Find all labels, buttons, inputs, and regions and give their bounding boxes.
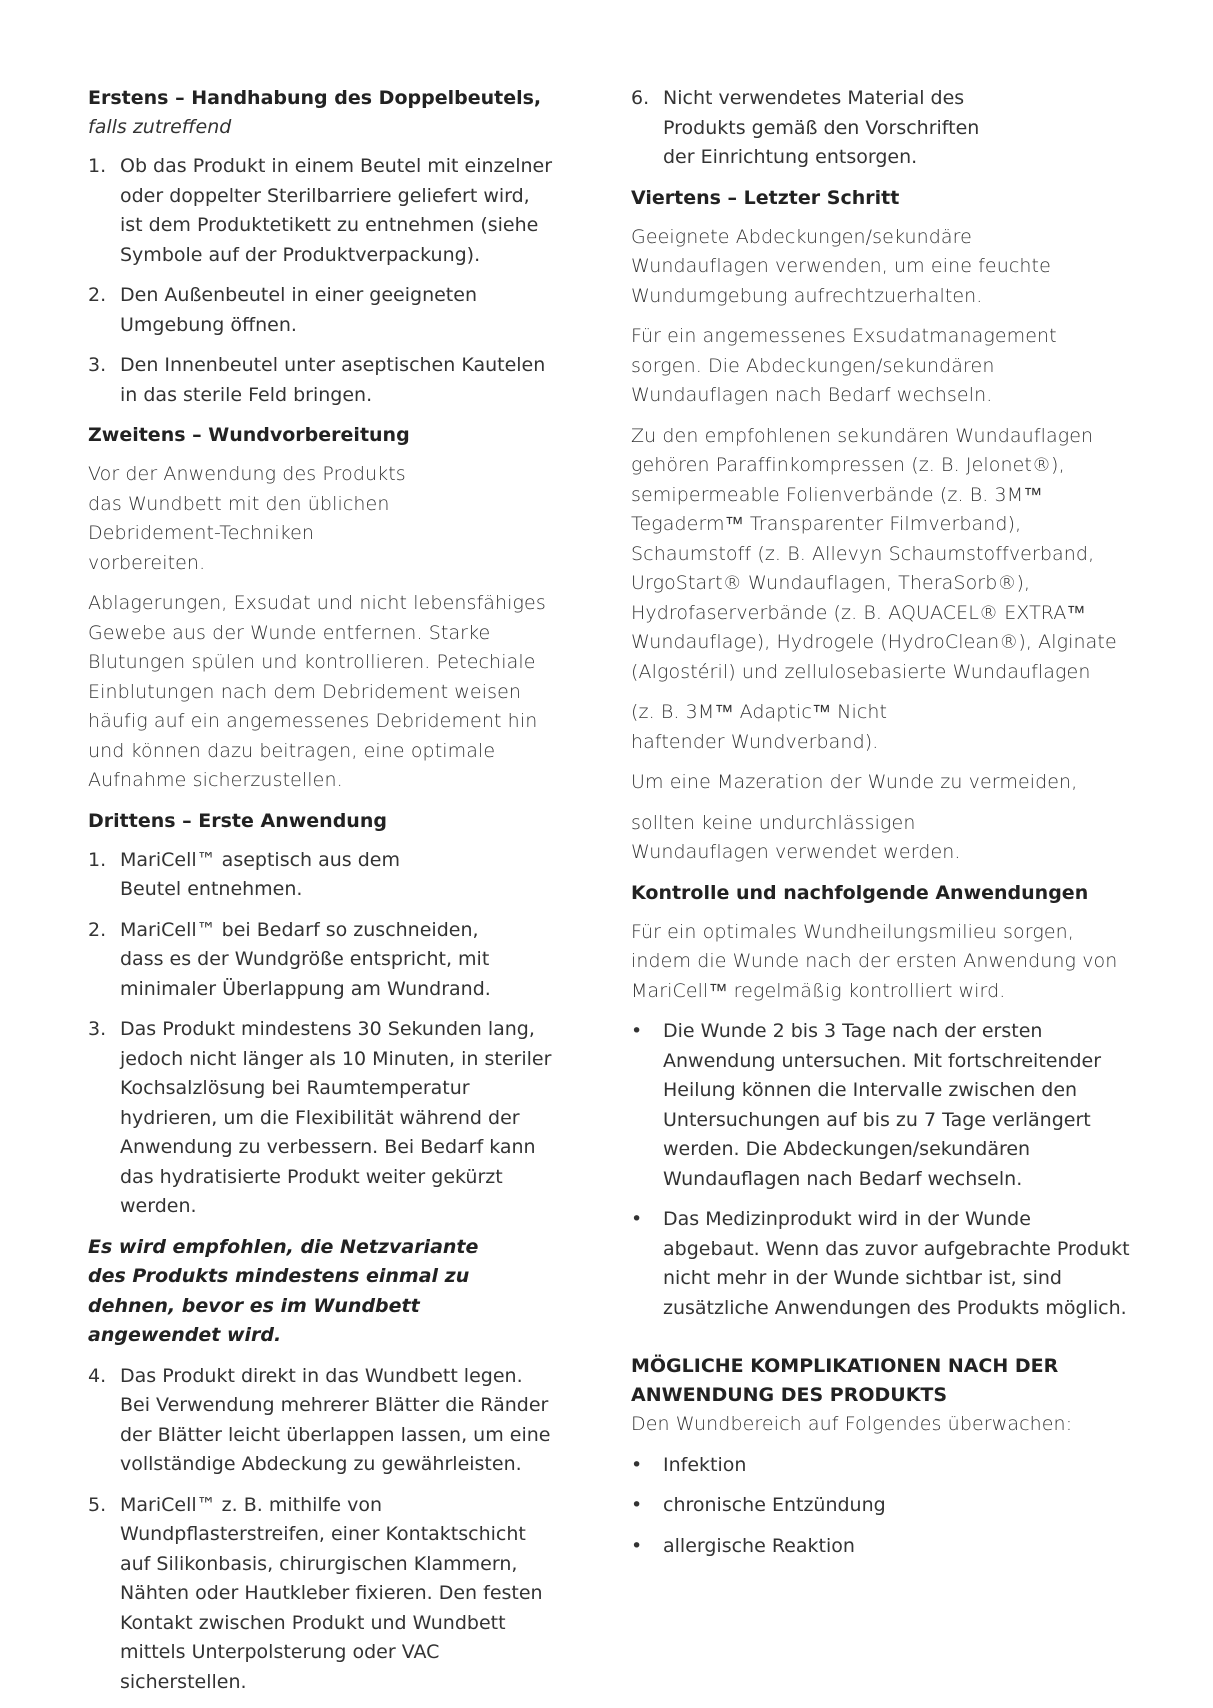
- list-number: 6.: [631, 87, 650, 109]
- list-text: Infektion: [663, 1453, 747, 1476]
- list-text: chronische Entzündung: [663, 1494, 886, 1516]
- paragraph: sollten keine undurchlässigen Wundauflagen verwendet werden.: [631, 811, 961, 863]
- numbered-list-drittens-end: [631, 84, 1131, 173]
- paragraph: (z. B. 3M™ Adaptic™ Nicht haftender Wundverband).: [631, 701, 888, 753]
- list-text: MariCell™ aseptisch aus dem Beutel entnehmen.: [120, 848, 401, 900]
- list-text: MariCell™ bei Bedarf so zuschneiden, dass es der Wundgröße entspricht, mit minimaler Überlappung am Wundrand.: [120, 918, 491, 1000]
- list-item: [88, 916, 558, 1005]
- paragraph: Vor der Anwendung des Produkts das Wundbett mit den üblichen Debridement-Techniken vorbereiten.: [88, 463, 406, 574]
- section-heading-kontrolle: Kontrolle und nachfolgende Anwendungen: [631, 881, 1089, 904]
- list-number: 3.: [88, 354, 107, 376]
- section-heading-erstens: [88, 84, 558, 142]
- list-item: [88, 152, 558, 270]
- list-number: 1.: [88, 155, 107, 177]
- paragraph: Für ein angemessenes Exsudatmanagement sorgen. Die Abdeckungen/sekundären Wundauflagen nach Bedarf wechseln.: [631, 325, 1057, 406]
- bullet-icon: •: [631, 1453, 643, 1476]
- list-item: [631, 1451, 1131, 1481]
- bullet-icon: •: [631, 1494, 643, 1516]
- left-column: [88, 84, 558, 1708]
- list-text: Das Medizinprodukt wird in der Wunde abgebaut. Wenn das zuvor aufgebrachte Produkt nicht mehr in der Wunde sichtbar ist, sind zusätzliche Anwendungen des Produkts möglich.: [663, 1208, 1130, 1319]
- paragraph: Geeignete Abdeckungen/sekundäre Wundauflagen verwenden, um eine feuchte Wundumgebung aufrechtzuerhalten.: [631, 225, 1051, 307]
- list-item: [631, 1532, 1131, 1562]
- list-text: Den Innenbeutel unter aseptischen Kautelen in das sterile Feld bringen.: [120, 354, 546, 406]
- list-number: 1.: [88, 848, 107, 871]
- heading-italic: falls zutreffend: [88, 116, 232, 138]
- list-item: [88, 281, 558, 340]
- list-text: MariCell™ z. B. mithilfe von Wundpflasterstreifen, einer Kontaktschicht auf Silikonbasis, chirurgischen Klammern, Nähten oder Hautkleber fixieren. Den festen Kontakt zwischen Produkt und Wundbett mittels Unterpolsterung oder VAC sicherstellen.: [120, 1493, 543, 1693]
- right-column: [631, 84, 1131, 1572]
- section-heading-drittens: Drittens – Erste Anwendung: [88, 809, 387, 832]
- bullet-icon: •: [631, 1208, 643, 1230]
- list-item: [631, 1017, 1131, 1194]
- list-number: 4.: [88, 1364, 107, 1387]
- section-heading-komplikationen: MÖGLICHE KOMPLIKATIONEN NACH DER ANWENDUNG DES PRODUKTS: [631, 1355, 1059, 1406]
- numbered-list-erstens: [88, 152, 558, 410]
- section-heading-viertens: Viertens – Letzter Schritt: [631, 186, 900, 209]
- list-item: [631, 1491, 1131, 1521]
- list-item: [88, 1015, 558, 1222]
- bullet-icon: •: [631, 1020, 643, 1042]
- list-item: [631, 84, 1131, 173]
- recommendation-note: Es wird empfohlen, die Netzvariante des Produkts mindestens einmal zu dehnen, bevor es im Wundbett angewendet wird.: [88, 1235, 479, 1346]
- section-heading-zweitens: Zweitens – Wundvorbereitung: [88, 424, 410, 446]
- list-item: [88, 1491, 558, 1698]
- list-text: Ob das Produkt in einem Beutel mit einzelner oder doppelter Sterilbarriere geliefert wird, ist dem Produktetikett zu entnehmen (siehe Symbole auf der Produktverpackung).: [120, 155, 553, 266]
- list-item: [631, 1205, 1131, 1323]
- list-text: Nicht verwendetes Material des Produkts gemäß den Vorschriften der Einrichtung entsorgen.: [663, 87, 980, 168]
- paragraph: Den Wundbereich auf Folgendes überwachen:: [631, 1413, 1073, 1435]
- paragraph: Um eine Mazeration der Wunde zu vermeiden,: [631, 771, 1078, 793]
- list-number: 5.: [88, 1493, 107, 1516]
- list-text: Den Außenbeutel in einer geeigneten Umgebung öffnen.: [120, 284, 477, 336]
- numbered-list-drittens-continued: [88, 1362, 558, 1698]
- paragraph: Für ein optimales Wundheilungsmilieu sorgen, indem die Wunde nach der ersten Anwendung von MariCell™ regelmäßig kontrolliert wird.: [631, 920, 1118, 1002]
- bullet-icon: •: [631, 1534, 643, 1557]
- list-item: [88, 1362, 558, 1480]
- list-text: allergische Reaktion: [663, 1534, 855, 1557]
- list-item: [88, 846, 558, 905]
- list-number: 3.: [88, 1018, 107, 1040]
- list-text: Das Produkt direkt in das Wundbett legen. Bei Verwendung mehrerer Blätter die Ränder der Blätter leicht überlappen lassen, um eine vollständige Abdeckung zu gewährleisten.: [120, 1364, 551, 1475]
- bullet-list-komplikationen: [631, 1451, 1131, 1562]
- numbered-list-drittens: [88, 846, 558, 1222]
- spacer: [631, 1334, 1131, 1352]
- paragraph: Ablagerungen, Exsudat und nicht lebensfähiges Gewebe aus der Wunde entfernen. Starke Blutungen spülen und kontrollieren. Petechiale Einblutungen nach dem Debridement weisen häufig auf ein angemessenes Debridement hin und können dazu beitragen, eine optimale Aufnahme sicherzustellen.: [88, 592, 546, 791]
- list-number: 2.: [88, 284, 107, 306]
- bullet-list-kontrolle: [631, 1017, 1131, 1323]
- heading-bold: Erstens – Handhabung des Doppelbeutels,: [88, 87, 542, 109]
- list-text: Das Produkt mindestens 30 Sekunden lang, jedoch nicht länger als 10 Minuten, in steriler Kochsalzlösung bei Raumtemperatur hydrieren, um die Flexibilität während der Anwendung zu verbessern. Bei Bedarf kann das hydratisierte Produkt weiter gekürzt werden.: [120, 1018, 552, 1217]
- list-text: Die Wunde 2 bis 3 Tage nach der ersten Anwendung untersuchen. Mit fortschreitender Heilung können die Intervalle zwischen den Untersuchungen auf bis zu 7 Tage verlängert werden. Die Abdeckungen/sekundären Wundauflagen nach Bedarf wechseln.: [663, 1020, 1102, 1190]
- paragraph: Zu den empfohlenen sekundären Wundauflagen gehören Paraffinkompressen (z. B. Jelonet®), semipermeable Folienverbände (z. B. 3M™ Tegaderm™ Transparenter Filmverband), Schaumstoff (z. B. Allevyn Schaumstoffverband, UrgoStart® Wundauflagen, TheraSorb®), Hydrofaserverbände (z. B. AQUACEL® EXTRA™ Wundauflage), Hydrogele (HydroClean®), Alginate (Algostéril) und zellulosebasierte Wundauflagen: [631, 424, 1117, 683]
- list-item: [88, 351, 558, 410]
- list-number: 2.: [88, 918, 107, 941]
